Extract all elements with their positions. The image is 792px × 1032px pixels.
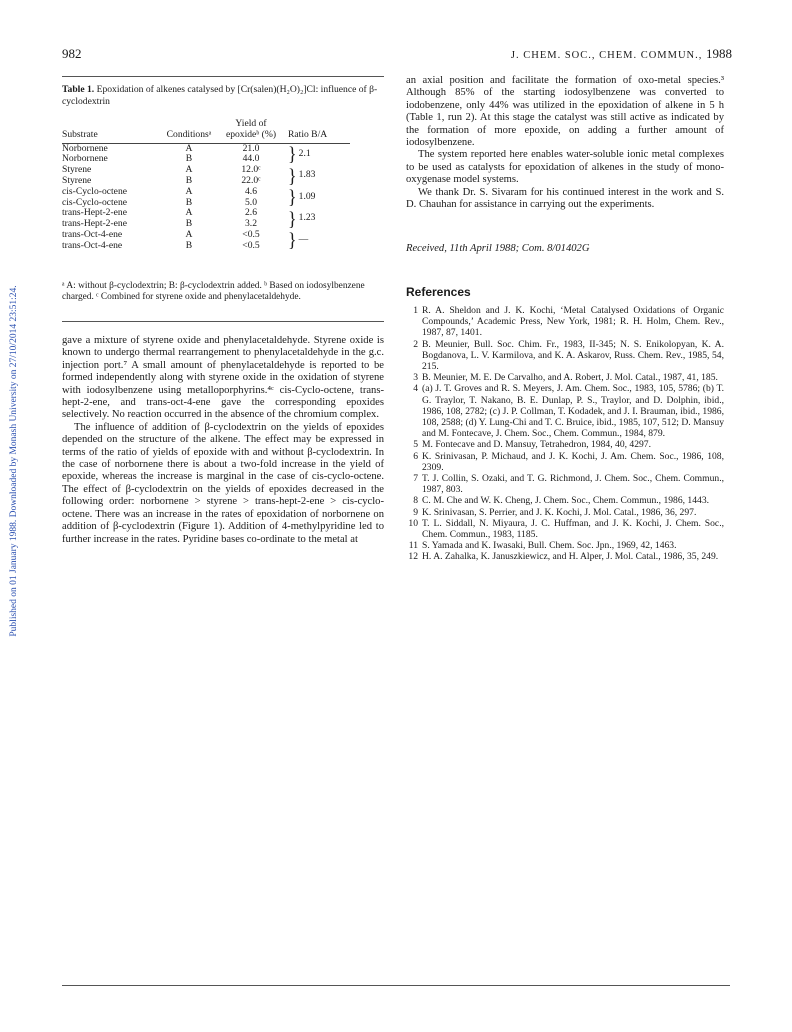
reference-text: K. Srinivasan, S. Perrier, and J. K. Kochi, J. Mol. Catal., 1986, 36, 297. — [422, 506, 697, 518]
yield-cell: 21.0 — [242, 142, 260, 154]
substrate-cell: trans-Hept-2-ene — [62, 218, 127, 230]
reference-text: B. Meunier, Bull. Soc. Chim. Fr., 1983, II-345; N. S. Enikolopyan, K. A. Bogdanova, L. V. Karmilova, and K. A. Askarov, Russ. Chem. Rev., 1985, 54, 215. — [422, 338, 724, 373]
header-conditions: Conditionsᵃ — [166, 128, 212, 140]
yield-cell: 12.0ᶜ — [241, 164, 261, 176]
reference-text: H. A. Zahalka, K. Januszkiewicz, and H. Alper, J. Mol. Catal., 1986, 35, 249. — [422, 551, 719, 563]
reference-text: S. Yamada and K. Iwasaki, Bull. Chem. Soc. Jpn., 1969, 42, 1463. — [422, 540, 677, 552]
ratio-cell — [282, 208, 350, 230]
epoxidation-table — [62, 119, 350, 252]
reference-number: 10 — [408, 517, 418, 529]
brace-glyph: } — [288, 186, 297, 209]
paragraph: The system reported here enables water-soluble ionic metal complexes to be used as catalysts for epoxidation of alkenes in the study of mono-oxygenase model systems. — [406, 149, 724, 186]
table-row — [62, 187, 350, 198]
table-footnote: ᵃ A: without β-cyclodextrin; B: β-cyclodextrin added. ᵇ Based on iodosylbenzene charged. ᶜ Combined for styrene oxide and phenylacetaldehyde. — [62, 281, 365, 302]
paragraph: gave a mixture of styrene oxide and phenylacetaldehyde. Styrene oxide is known to undergo thermal rearrangement to phenylacetaldehyde in the g.c. injection port.⁷ A small amount of phenylacetaldehyde is reported to be formed independently along with styrene oxide in the oxidation of styrene with iodosylbenzene using metalloporphyrins.⁴ᶜ cis-Cyclo-octene, trans-hept-2-ene, and trans-oct-4-ene gave the corresponding epoxides selectively. No reaction occurred in the absence of the chromium complex. — [62, 335, 384, 421]
condition-cell: B — [185, 196, 193, 208]
substrate-cell: cis-Cyclo-octene — [62, 185, 127, 197]
condition-cell: B — [185, 174, 193, 186]
reference-number: 12 — [408, 551, 418, 563]
condition-cell: B — [185, 239, 193, 251]
ratio-value: 1.09 — [298, 190, 316, 202]
ratio-value: 1.23 — [298, 212, 316, 224]
reference-number: 7 — [413, 473, 418, 485]
reference-item — [406, 473, 724, 495]
condition-cell: B — [185, 218, 193, 230]
substrate-cell: trans-Hept-2-ene — [62, 207, 127, 219]
journal-year: 1988 — [706, 46, 732, 61]
reference-text: R. A. Sheldon and J. K. Kochi, ‘Metal Catalysed Oxidations of Organic Compounds,’ Academic Press, New York, 1981; R. H. Holm, Chem. Rev., 1987, 87, 1401. — [422, 305, 724, 339]
substrate-cell: trans-Oct-4-ene — [62, 239, 123, 251]
reference-number: 3 — [413, 372, 418, 384]
yield-cell: <0.5 — [242, 239, 260, 251]
header-yield-line1: Yield of — [235, 118, 267, 129]
reference-item — [406, 495, 724, 506]
left-column-body — [62, 335, 384, 546]
references-heading: References — [406, 285, 471, 299]
brace-glyph: } — [288, 143, 297, 166]
section-rule — [62, 321, 384, 322]
reference-item — [406, 383, 724, 439]
ratio-cell — [282, 143, 350, 165]
yield-cell: 22.0ᶜ — [241, 174, 261, 186]
reference-item — [406, 540, 724, 551]
paragraph: We thank Dr. S. Sivaram for his continued interest in the work and S. D. Chauhan for assistance in carrying out the experiments. — [406, 186, 724, 211]
substrate-cell: Norbornene — [62, 153, 108, 165]
reference-item — [406, 439, 724, 450]
reference-item — [406, 451, 724, 473]
received-line: Received, 11th April 1988; Com. 8/01402G — [406, 243, 590, 254]
ratio-value: 2.1 — [298, 147, 311, 159]
condition-cell: A — [185, 164, 193, 176]
substrate-cell: cis-Cyclo-octene — [62, 196, 127, 208]
brace-glyph: } — [288, 207, 297, 230]
ratio-value: 1.83 — [298, 169, 316, 181]
reference-item — [406, 372, 724, 383]
table-caption-text: Epoxidation of alkenes catalysed by [Cr(salen)(H₂O)₂]Cl: influence of β-cyclodextrin — [62, 84, 378, 107]
table-caption — [62, 84, 382, 107]
download-watermark: Published on 01 January 1988. Downloaded by Monash University on 27/10/2014 23:51:24. — [9, 285, 19, 637]
ratio-cell — [282, 165, 350, 187]
reference-text: K. Srinivasan, P. Michaud, and J. K. Kochi, J. Am. Chem. Soc., 1986, 108, 2309. — [422, 450, 724, 473]
references-list — [406, 305, 724, 563]
condition-cell: A — [185, 142, 193, 154]
reference-text: M. Fontecave and D. Mansuy, Tetrahedron, 1984, 40, 4297. — [422, 439, 652, 451]
ratio-cell — [282, 230, 350, 252]
reference-number: 5 — [413, 439, 418, 451]
page-number: 982 — [62, 46, 82, 61]
reference-text: B. Meunier, M. E. De Carvalho, and A. Robert, J. Mol. Catal., 1987, 41, 185. — [422, 372, 718, 384]
table-caption-label: Table 1. — [62, 84, 95, 95]
yield-cell: 5.0 — [245, 196, 257, 208]
running-header — [511, 46, 732, 62]
yield-cell: 4.6 — [245, 185, 257, 197]
reference-item — [406, 339, 724, 373]
reference-number: 9 — [413, 506, 418, 518]
reference-number: 11 — [408, 540, 418, 552]
table-row — [62, 165, 350, 176]
condition-cell: B — [185, 153, 193, 165]
reference-item — [406, 551, 724, 562]
reference-text: C. M. Che and W. K. Cheng, J. Chem. Soc., Chem. Commun., 1986, 1443. — [422, 495, 710, 507]
header-substrate: Substrate — [62, 128, 98, 140]
yield-cell: 2.6 — [245, 207, 257, 219]
reference-number: 4 — [413, 383, 418, 395]
yield-cell: 44.0 — [242, 153, 260, 165]
substrate-cell: trans-Oct-4-ene — [62, 228, 123, 240]
journal-name: J. CHEM. SOC., CHEM. COMMUN., — [510, 50, 703, 61]
condition-cell: A — [185, 228, 193, 240]
top-rule-left — [62, 76, 384, 77]
brace-glyph: } — [288, 164, 297, 187]
reference-item — [406, 518, 724, 540]
right-column-body — [406, 75, 724, 211]
ratio-cell — [282, 187, 350, 209]
reference-number: 6 — [413, 450, 418, 462]
paragraph: The influence of addition of β-cyclodextrin on the yields of epoxides depended on the structure of the alkene. The effect may be expressed in terms of the ratio of yields of epoxide with and without β-cyclodextrin. In the case of norbornene there is about a two-fold increase in the yield of epoxide, whereas the increase is marginal in the case of cis-cyclo-octene. The effect of β-cyclodextrin on the yields of epoxides decreased in the following order: norbornene > styrene > trans-hept-2-ene > cis-cyclo-octene. There was an increase in the rates of epoxidation of norbornene on addition of β-cyclodextrin (Figure 1). Addition of 4-methylpyridine led to further increase in the rates. Pyridine bases co-ordinate to the metal at — [62, 421, 384, 545]
header-ratio: Ratio B/A — [288, 128, 328, 140]
paragraph: an axial position and facilitate the formation of oxo-metal species.³ Although 85% of the starting iodosylbenzene was converted to iodobenzene, only 44% was utilized in the epoxidation of alkene in 5 h (Table 1, run 2). At this stage the catalyst was still active as indicated by the formation of more epoxide, on adding a further amount of iodosylbenzene. — [406, 75, 724, 149]
reference-text: T. L. Siddall, N. Miyaura, J. C. Huffman, and J. K. Kochi, J. Chem. Soc., Chem. Commun., 1983, 1185. — [422, 517, 724, 541]
reference-item — [406, 507, 724, 518]
condition-cell: A — [185, 185, 193, 197]
reference-text: T. J. Collin, S. Ozaki, and T. G. Richmond, J. Chem. Soc., Chem. Commun., 1987, 803. — [422, 473, 724, 496]
header-yield-line2: epoxideᵇ (%) — [225, 128, 277, 140]
table-header-row — [62, 130, 350, 141]
substrate-cell: Styrene — [62, 174, 92, 186]
condition-cell: A — [185, 207, 193, 219]
brace-glyph: } — [288, 229, 297, 252]
bottom-rule — [62, 985, 730, 986]
yield-cell: 3.2 — [245, 218, 257, 230]
reference-number: 2 — [413, 338, 418, 350]
yield-cell: <0.5 — [242, 228, 260, 240]
table-body — [62, 143, 350, 251]
substrate-cell: Norbornene — [62, 142, 108, 154]
reference-text: (a) J. T. Groves and R. S. Meyers, J. Am. Chem. Soc., 1983, 105, 5786; (b) T. G. Traylor, T. Nakano, B. E. Dunlap, P. S., Traylor, and D. Dolphin, ibid., 1986, 108, 2782; (c) J. P. Collman, T. Kodadek, and J. I. Brauman, ibid., 1986, 108, 2588; (d) Y. Lung-Chi and T. C. Bruice, ibid., 1985, 107, 512; D. Mansuy and M. Fontecave, J. Chem. Soc., Chem. Commun., 1984, 879. — [422, 383, 724, 440]
reference-number: 1 — [413, 305, 418, 316]
substrate-cell: Styrene — [62, 164, 92, 176]
reference-number: 8 — [413, 495, 418, 507]
reference-item — [406, 305, 724, 339]
ratio-value: — — [298, 234, 309, 246]
